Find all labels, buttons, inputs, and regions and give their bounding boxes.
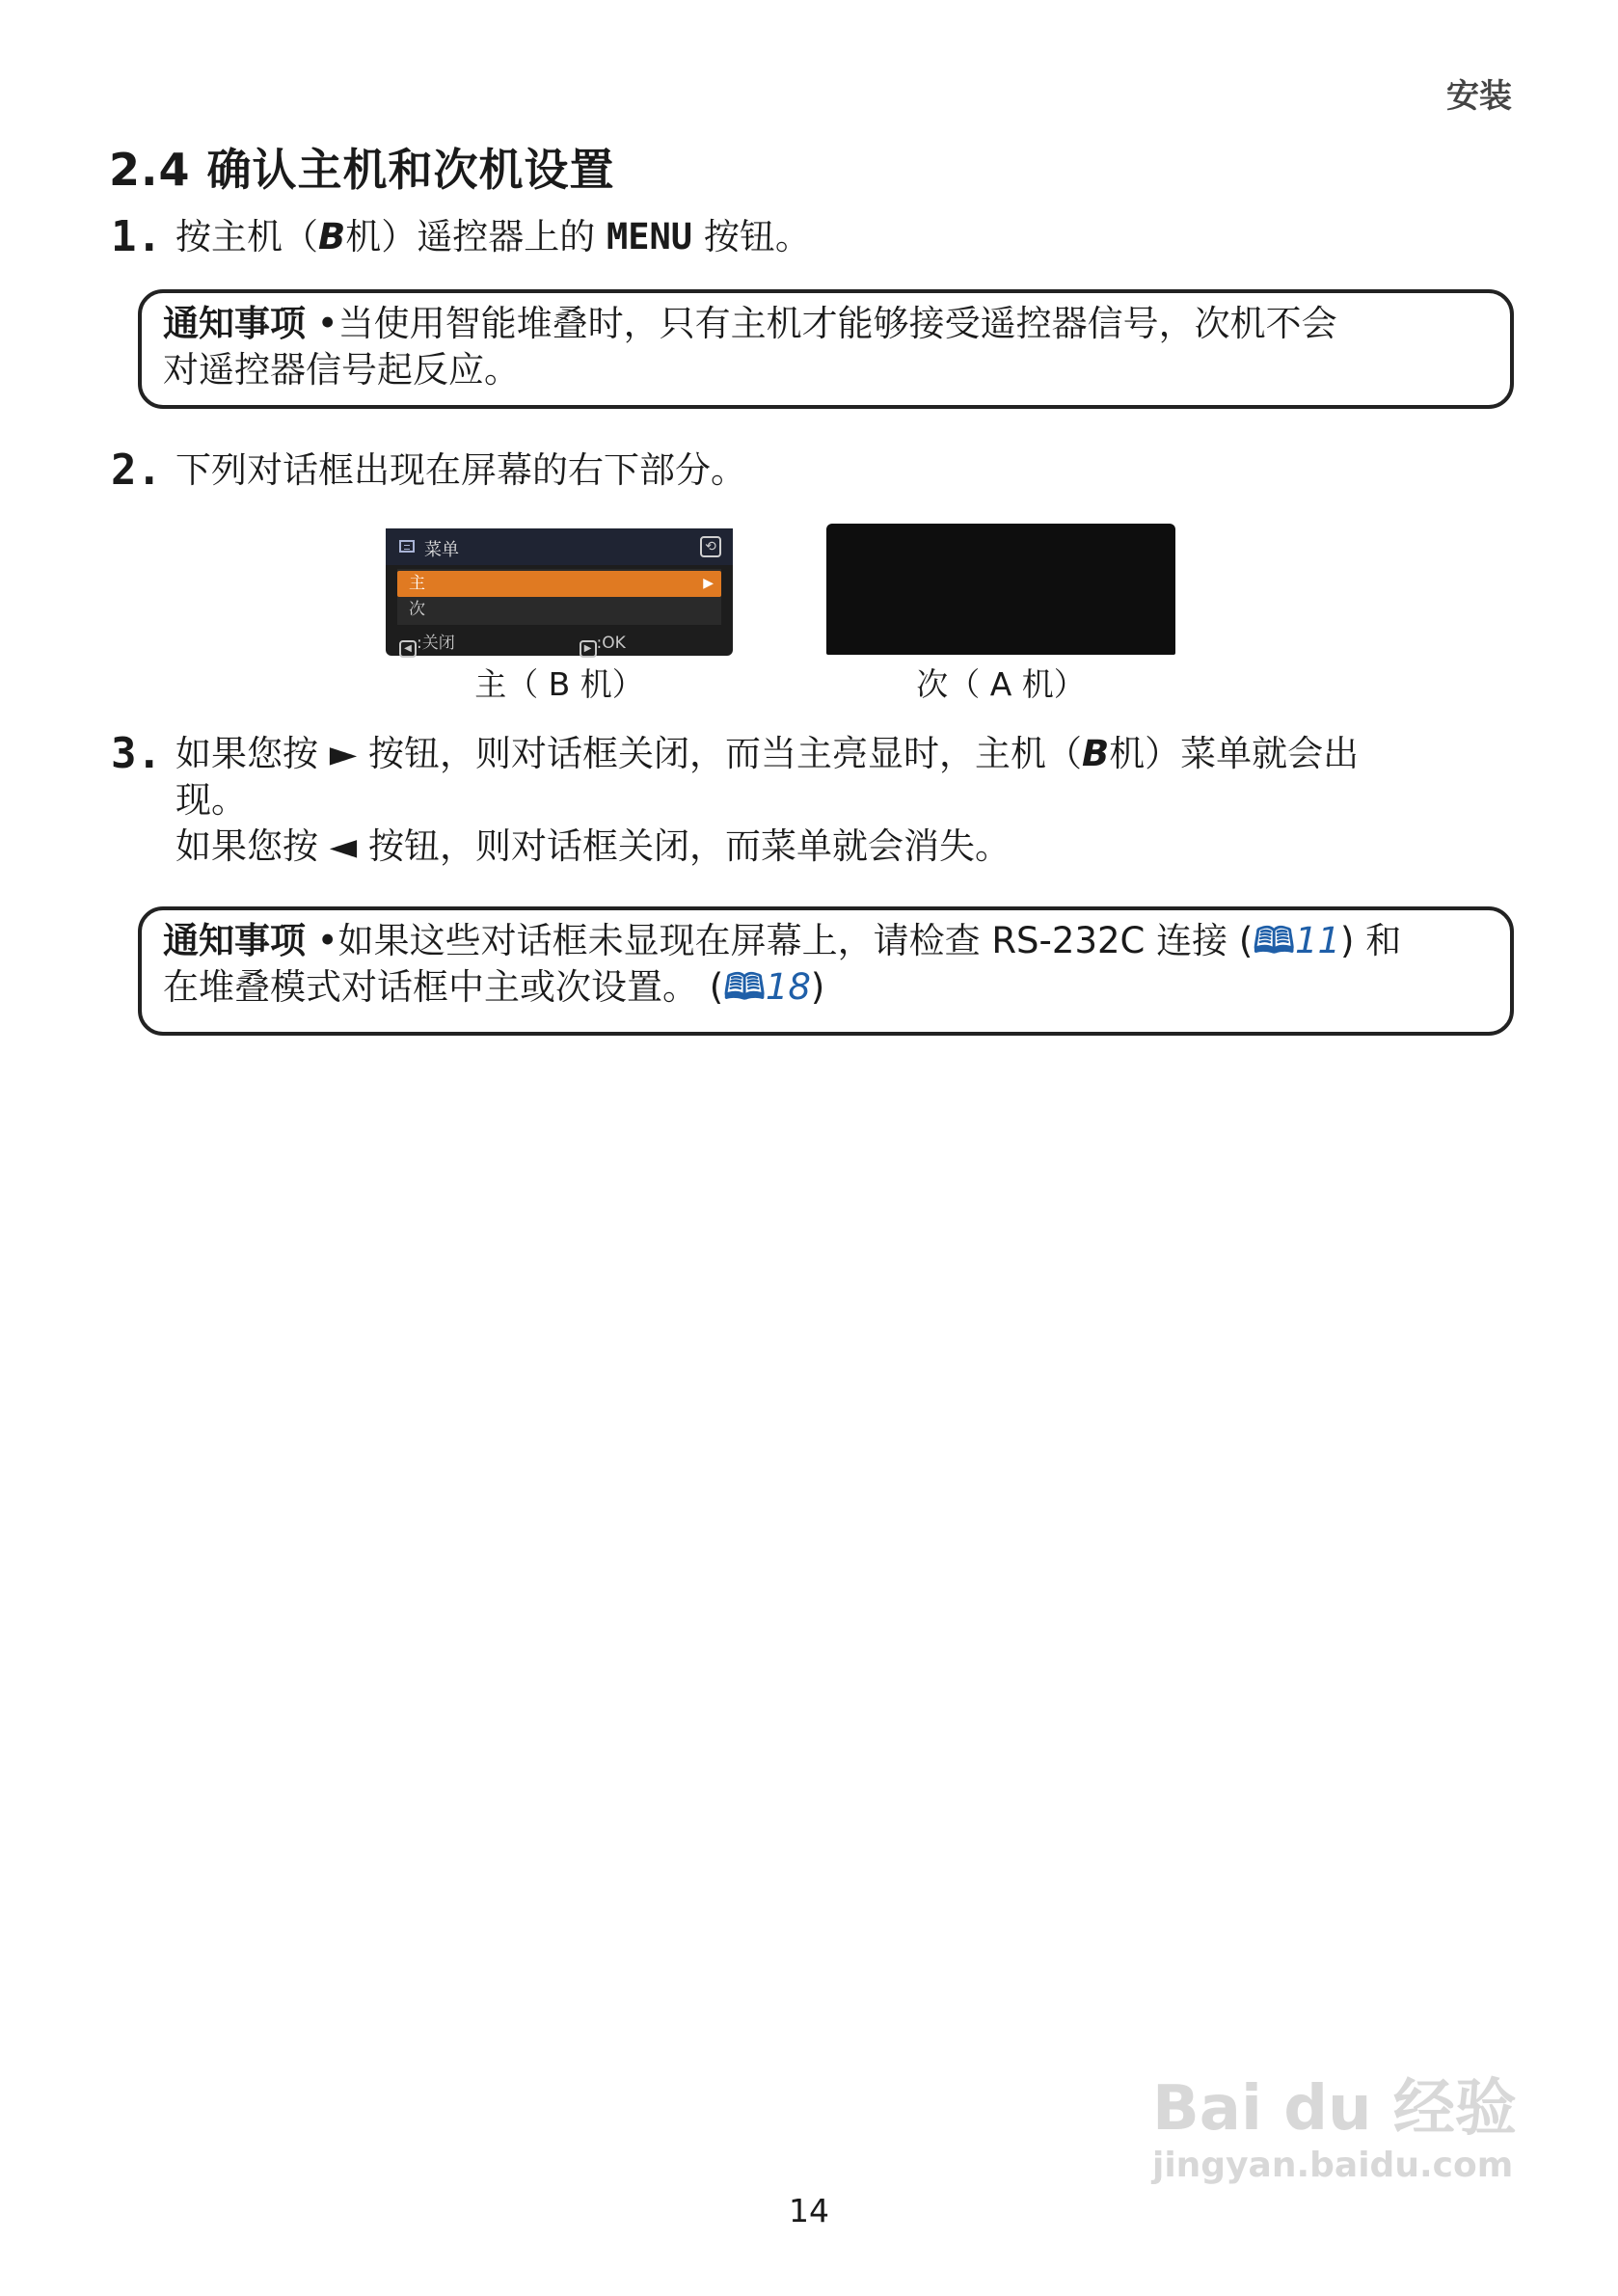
step-1-mid: 机）遥控器上的: [345, 216, 607, 257]
caption-main-dialog: 主（ B 机）: [474, 665, 644, 703]
step-3-line-2: 现。: [175, 779, 247, 821]
notice-label: 通知事项: [163, 303, 306, 344]
dialog-item-main[interactable]: [397, 571, 721, 597]
bullet-icon: •: [316, 303, 338, 344]
page-ref-link[interactable]: 11: [1294, 920, 1341, 961]
bullet-icon: •: [316, 920, 338, 961]
menu-icon: [399, 540, 415, 553]
notice-box-2: [138, 906, 1514, 1036]
dialog-item-main-label: 主: [409, 574, 425, 593]
notice-2-line-1: 通知事项 •如果这些对话框未显现在屏幕上，请检查 RS-232C 连接 (🕮11) 和: [163, 920, 1402, 961]
page-ref-link[interactable]: 18: [765, 966, 811, 1008]
dialog-footer: [399, 629, 721, 658]
dialog-titlebar: [386, 528, 733, 565]
footer-close-label: :关闭: [417, 634, 455, 653]
book-icon: 🕮: [1253, 920, 1295, 961]
main-dialog: [386, 528, 733, 656]
left-key-icon: ◀: [399, 640, 417, 658]
caption-sub-dialog: 次（ A 机）: [916, 665, 1086, 703]
page-number: 14: [789, 2192, 829, 2229]
notice-1-text-1: 当使用智能堆叠时，只有主机才能够接受遥控器信号，次机不会: [337, 303, 1337, 344]
header-section-label: 安装: [1446, 77, 1512, 116]
swap-icon[interactable]: ⟲: [700, 536, 721, 557]
watermark-brand: Bai du 经验: [1152, 2073, 1517, 2145]
footer-ok-label: :OK: [596, 634, 626, 653]
step-1-text: [175, 214, 811, 260]
notice-2-line-2: 在堆叠模式对话框中主或次设置。 (🕮18): [163, 966, 825, 1008]
menu-key-label: MENU: [606, 216, 693, 257]
dialog-body: [397, 569, 721, 625]
watermark-url: jingyan.baidu.com: [1152, 2146, 1514, 2185]
notice-1-line-1: [163, 301, 1489, 347]
arrow-right-icon: ▶: [703, 576, 714, 591]
step-3-line-3: 如果您按 ◄ 按钮，则对话框关闭，而菜单就会消失。: [175, 825, 1011, 867]
step-1-number: 1.: [111, 212, 162, 261]
step-2-text: 下列对话框出现在屏幕的右下部分。: [175, 449, 746, 491]
notice-1-line-2: 对遥控器信号起反应。: [163, 349, 520, 391]
step-1-before: 按主机（: [175, 216, 318, 257]
book-icon: 🕮: [723, 966, 766, 1008]
dialog-item-sub[interactable]: [397, 597, 721, 623]
right-key-icon: ▶: [580, 640, 597, 658]
section-title: 2.4 确认主机和次机设置: [109, 144, 615, 196]
step-3-line-1: 如果您按 ► 按钮，则对话框关闭，而当主亮显时，主机（B机）菜单就会出: [175, 733, 1360, 774]
dialog-title: 菜单: [424, 540, 459, 560]
notice-label: 通知事项: [163, 920, 306, 961]
step-3-text: [175, 731, 1525, 870]
sub-dialog: [826, 524, 1175, 655]
step-1-after: 按钮。: [692, 216, 811, 257]
notice-box-1: [138, 289, 1514, 409]
step-3-b-letter: B: [1081, 733, 1110, 774]
step-3-number: 3.: [111, 729, 162, 778]
step-1-b-letter: B: [318, 216, 346, 257]
step-2-number: 2.: [111, 446, 162, 495]
dialog-item-sub-label: 次: [409, 600, 425, 619]
